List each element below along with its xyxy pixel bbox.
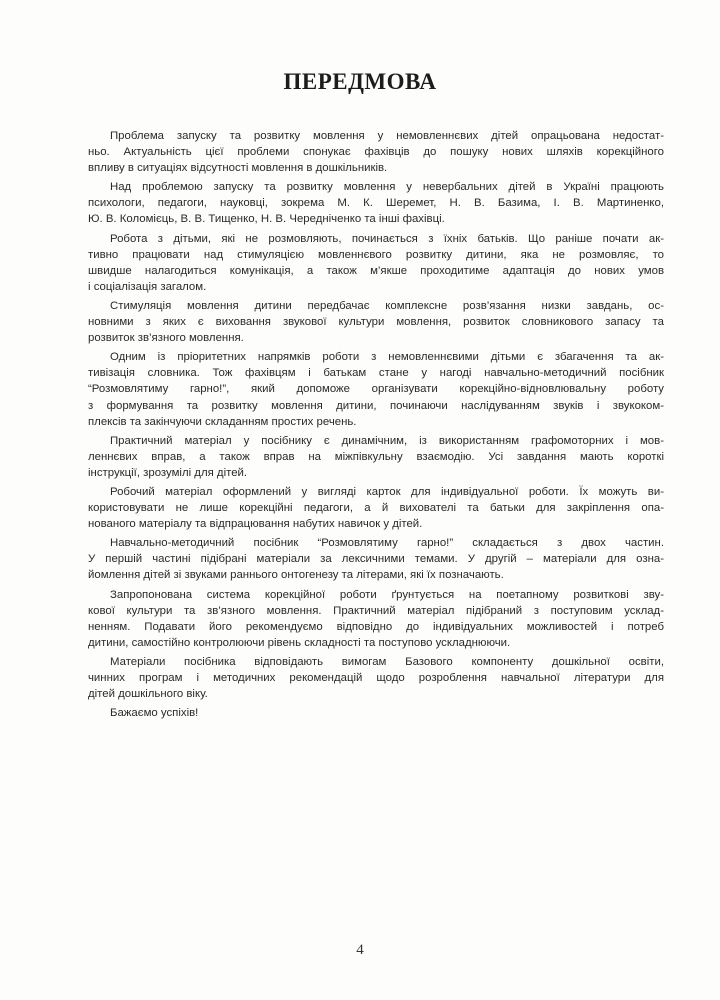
text-line: розвиток зв’язного мовлення.	[88, 332, 244, 345]
text-line: швидше налагодиться комунікація, а також м’якше проходитиме адаптація до нових умов	[88, 264, 664, 277]
text-line: Одним із пріоритетних напрямків роботи з немовленнєвими дітьми є збагачення та ак-	[110, 351, 664, 364]
text-line: ненням. Подавати його рекомендуємо відповідно до індивідуальних можливостей і потреб	[88, 620, 664, 633]
text-line: тивно працювати над стимуляцією мовленнєвого розвитку дитини, яка не розмовляє, то	[88, 248, 664, 261]
text-line: йомлення дітей зі звуками раннього онтогенезу та літерами, які їх позначають.	[88, 569, 504, 582]
text-line: У першій частині підібрані матеріали за лексичними темами. У другій – матеріали для озна-	[88, 553, 664, 566]
text-line: Робочий матеріал оформлений у вигляді карток для індивідуальної роботи. Їх можуть ви-	[110, 485, 664, 498]
page-number: 4	[356, 942, 364, 958]
text-line: новними з яких є виховання звукової культури мовлення, розвиток словникового запасу та	[88, 316, 664, 329]
paragraph	[88, 705, 664, 721]
paragraph	[88, 128, 664, 176]
text-line: Над проблемою запуску та розвитку мовлення у невербальних дітей в Україні працюють	[110, 181, 664, 194]
text-line: і соціалізація загалом.	[88, 280, 207, 293]
paragraph	[88, 484, 664, 532]
text-line: Навчально-методичний посібник “Розмовлятиму гарно!” складається з двох частин.	[110, 537, 664, 550]
text-line: дитини, самостійно контролюючи рівень складності та поступово ускладнюючи.	[88, 636, 511, 649]
text-line: леннєвих вправ, а також вправ на міжпівкульну взаємодію. Усі завдання мають короткі	[88, 450, 664, 463]
text-line: Матеріали посібника відповідають вимогам Базового компоненту дошкільної освіти,	[110, 655, 664, 668]
text-line: інструкції, зрозумілі для дітей.	[88, 466, 248, 479]
body-text	[88, 128, 664, 724]
paragraph	[88, 298, 664, 346]
paragraph	[88, 587, 664, 651]
text-line: з формування та розвитку мовлення дитини, починаючи наслідуванням звуків і звукоком-	[88, 399, 664, 412]
text-line: Бажаємо успіхів!	[110, 707, 199, 720]
text-line: чинних програм і методичних рекомендацій щодо розроблення навчальної літератури для	[88, 672, 664, 684]
paragraph	[88, 433, 664, 481]
text-line: Запропонована система корекційної роботи ґрунтується на поетапному розвиткові зву-	[110, 588, 664, 601]
text-line: “Розмовлятиму гарно!”, який допоможе організувати корекційно-відновлювальну роботу	[88, 383, 664, 396]
text-line: Робота з дітьми, які не розмовляють, починається з їхніх батьків. Що раніше почати ак-	[110, 232, 664, 245]
text-line: Стимуляція мовлення дитини передбачає комплексне розв’язання низки завдань, ос-	[110, 299, 664, 312]
text-line: Проблема запуску та розвитку мовлення у немовленнєвих дітей опрацьована недостат-	[110, 130, 664, 142]
page-title: ПЕРЕДМОВА	[283, 69, 437, 94]
text-line: плексів та закінчуючи складанням простих речень.	[88, 415, 357, 428]
text-line: впливу в ситуаціях відсутності мовлення в дошкільників.	[88, 162, 388, 175]
text-line: нованого матеріалу та відпрацювання набутих навичок у дітей.	[88, 518, 423, 531]
text-line: Практичний матеріал у посібнику є динамічним, із використанням графомоторних і мов-	[110, 434, 664, 447]
paragraph	[88, 179, 664, 227]
text-line: кової культури та зв’язного мовлення. Практичний матеріал підібраний з поступовим усклад-	[88, 604, 664, 617]
text-line: дітей дошкільного віку.	[88, 688, 208, 701]
paragraph	[88, 654, 664, 702]
text-line: тивізація словника. Тож фахівцям і батькам стане у нагоді навчально-методичний посібник	[88, 367, 664, 380]
text-line: психологи, педагоги, науковці, зокрема М. К. Шеремет, Н. В. Базима, І. В. Мартиненко,	[88, 197, 664, 210]
paragraph	[88, 231, 664, 295]
text-line: Ю. В. Коломієць, В. В. Тищенко, Н. В. Чередніченко та інші фахівці.	[88, 213, 445, 226]
paragraph	[88, 535, 664, 583]
text-line: ньо. Актуальність цієї проблеми спонукає фахівців до пошуку нових шляхів корекційного	[88, 146, 664, 159]
text-line: користовувати не лише корекційні педагоги, а й вихователі та батьки для закріплення опа-	[88, 502, 664, 515]
paragraph	[88, 349, 664, 429]
